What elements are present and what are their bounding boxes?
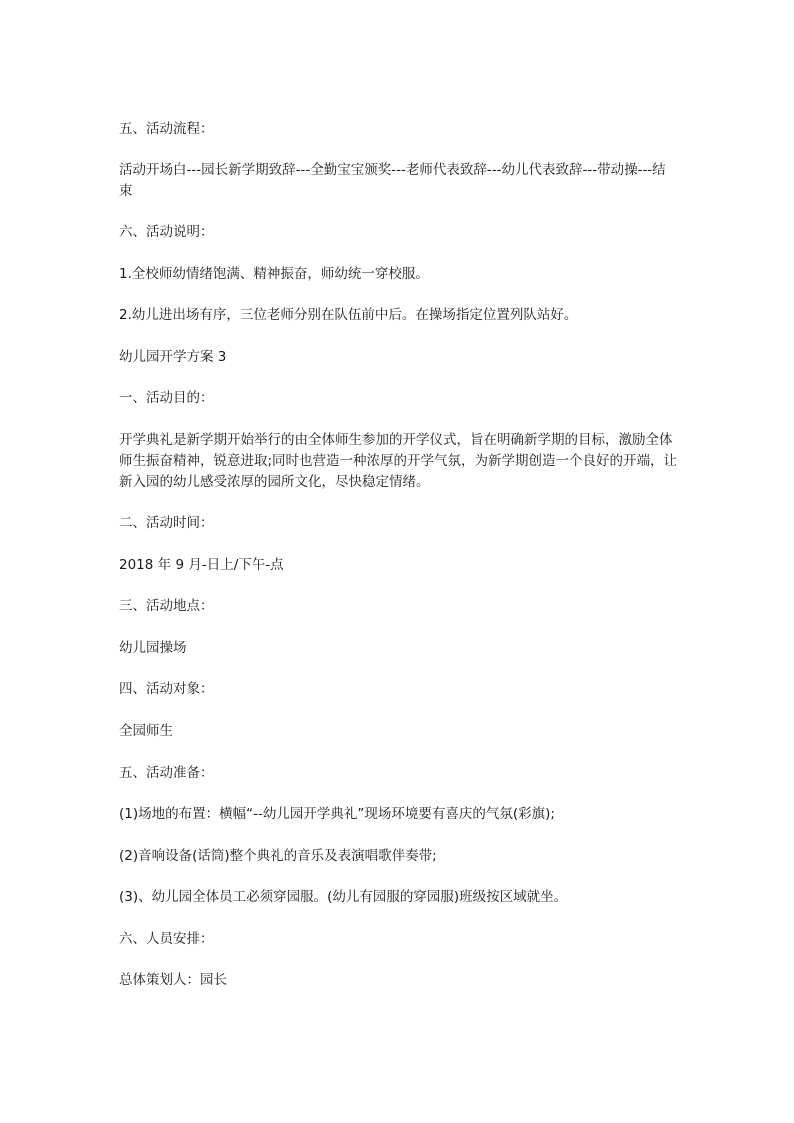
section-heading: 五、活动流程：	[119, 121, 214, 137]
section-heading: 二、活动时间：	[119, 515, 214, 531]
section-heading: 五、活动准备：	[119, 765, 214, 781]
paragraph: 1.全校师幼情绪饱满、精神振奋，师幼统一穿校服。	[119, 266, 429, 282]
paragraph: 开学典礼是新学期开始举行的由全体师生参加的开学仪式，旨在明确新学期的目标，激励全体师生振奋精神，锐意进取;同时也营造一种浓厚的开学气氛，为新学期创造一个良好的开端，让新入园的幼儿感受浓厚的园所文化，尽快稳定情绪。	[119, 432, 678, 490]
paragraph: (1)场地的布置：横幅“--幼儿园开学典礼”现场环境要有喜庆的气氛(彩旗);	[119, 806, 555, 822]
paragraph: 总体策划人：园长	[119, 972, 227, 988]
paragraph: (2)音响设备(话筒)整个典礼的音乐及表演唱歌伴奏带;	[119, 848, 437, 864]
paragraph: 幼儿园操场	[119, 640, 187, 656]
section-heading: 六、活动说明：	[119, 224, 214, 240]
paragraph: 2018 年 9 月-日上/下午-点	[119, 557, 284, 573]
paragraph: (3)、幼儿园全体员工必须穿园服。(幼儿有园服的穿园服)班级按区域就坐。	[119, 889, 568, 905]
plan-title: 幼儿园开学方案 3	[119, 349, 227, 365]
section-heading: 六、人员安排：	[119, 931, 214, 947]
paragraph: 2.幼儿进出场有序，三位老师分别在队伍前中后。在操场指定位置列队站好。	[119, 307, 578, 323]
section-heading: 三、活动地点：	[119, 598, 214, 614]
paragraph: 全园师生	[119, 723, 173, 739]
section-heading: 四、活动对象：	[119, 681, 214, 697]
paragraph: 活动开场白---园长新学期致辞---全勤宝宝颁奖---老师代表致辞---幼儿代表致辞---带动操---结束	[119, 162, 666, 199]
section-heading: 一、活动目的：	[119, 390, 214, 406]
